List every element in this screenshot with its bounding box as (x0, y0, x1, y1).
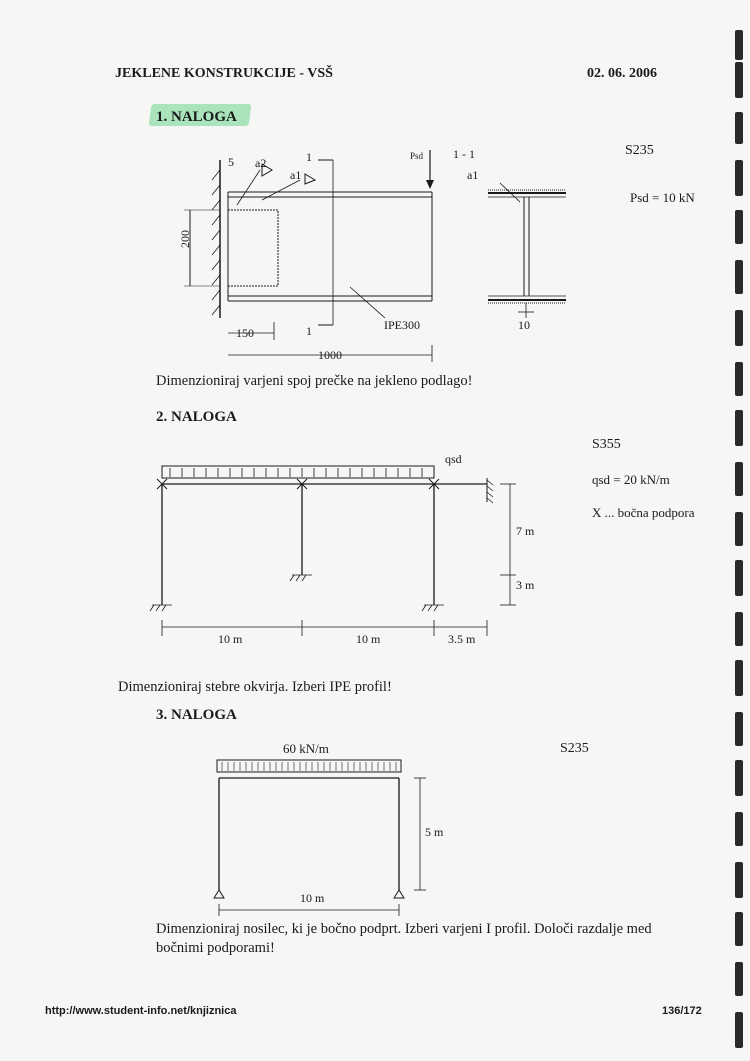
task3-description-line2: bočnimi podporami! (156, 940, 275, 956)
dim-3m: 3 m (516, 578, 535, 592)
task3-height: 5 m (425, 825, 444, 839)
task3-load: 60 kN/m (283, 741, 329, 756)
exam-date: 02. 06. 2006 (587, 66, 657, 81)
section-weld-label: a1 (467, 168, 479, 182)
task3-description-line1: Dimenzioniraj nosilec, ki je bočno podprt. Izberi varjeni I profil. Določi razdalje med (156, 921, 652, 937)
task3-span: 10 m (300, 891, 325, 905)
task1-heading: 1. NALOGA (156, 109, 237, 125)
task2-description: Dimenzioniraj stebre okvirja. Izberi IPE profil! (118, 679, 392, 695)
task3-heading: 3. NALOGA (156, 707, 237, 723)
footer-page-number: 136/172 (662, 1005, 702, 1017)
section-label: 1 - 1 (453, 147, 475, 161)
dim-5: 5 (228, 155, 234, 169)
footer-url[interactable]: http://www.student-info.net/knjiznica (45, 1005, 237, 1017)
weld-label-a2: a2 (255, 156, 267, 170)
cut-label-top: 1 (306, 150, 312, 164)
dim-10: 10 (518, 318, 530, 332)
task2-material: S355 (592, 437, 621, 452)
task1-description: Dimenzioniraj varjeni spoj prečke na jekleno podlago! (156, 373, 473, 389)
task3-material: S235 (560, 741, 589, 756)
profile-label: IPE300 (384, 318, 420, 332)
cut-label-bottom: 1 (306, 324, 312, 338)
task2-heading: 2. NALOGA (156, 409, 237, 425)
dim-150: 150 (236, 326, 254, 340)
span-2: 10 m (356, 632, 381, 646)
task2-load-value: qsd = 20 kN/m (592, 472, 670, 487)
task1-load: Psd = 10 kN (630, 190, 695, 205)
force-label: Psd (410, 151, 424, 161)
dim-200: 200 (178, 230, 192, 248)
span-3: 3.5 m (448, 632, 476, 646)
span-1: 10 m (218, 632, 243, 646)
course-title: JEKLENE KONSTRUKCIJE - VSŠ (115, 66, 333, 81)
load-symbol: qsd (445, 452, 462, 466)
weld-label-a1: a1 (290, 168, 302, 182)
dim-1000: 1000 (318, 348, 342, 362)
dim-7m: 7 m (516, 524, 535, 538)
task1-material: S235 (625, 143, 654, 158)
task2-note: X ... bočna podpora (592, 505, 695, 520)
